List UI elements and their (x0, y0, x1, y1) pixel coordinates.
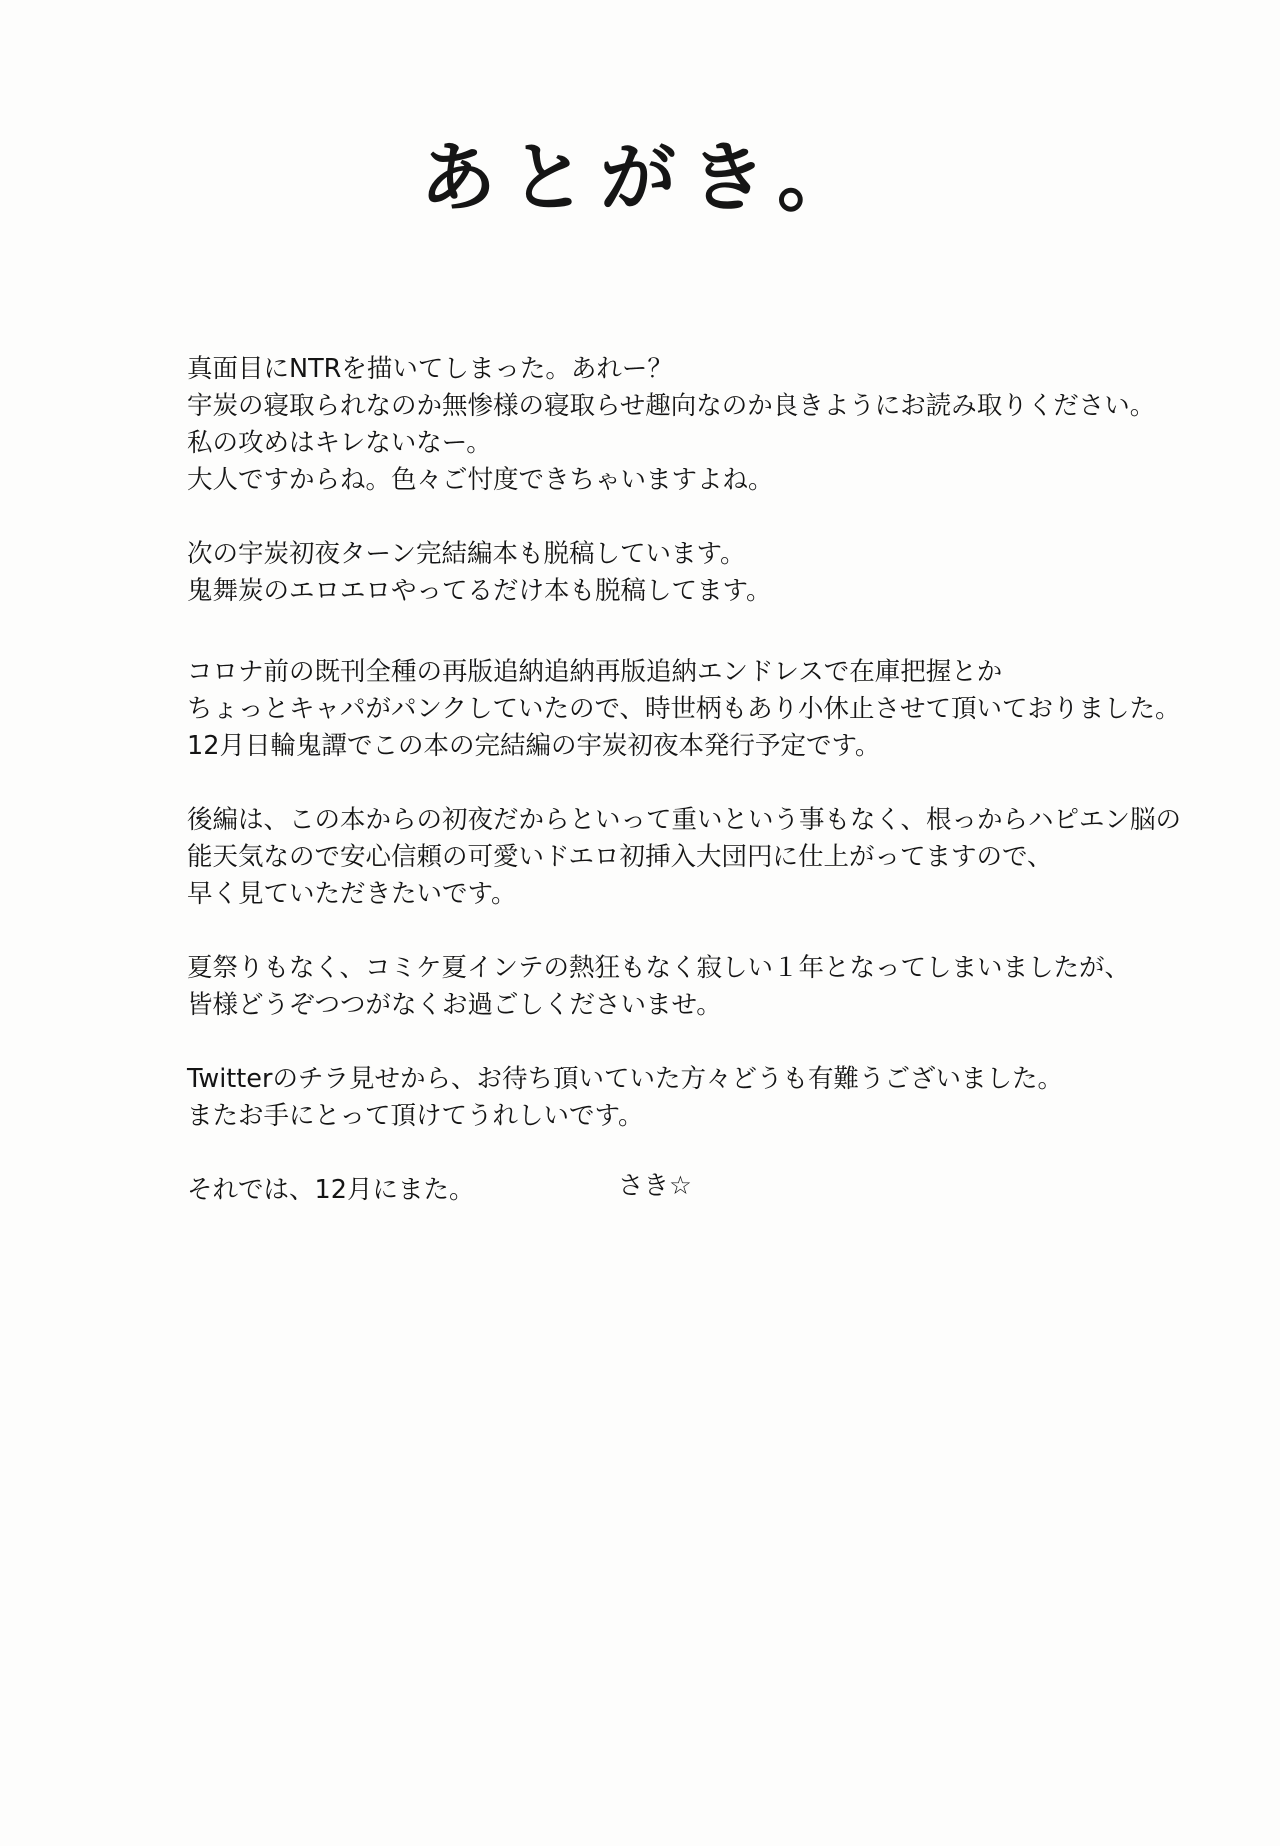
paragraph-gap (187, 913, 1187, 950)
text-line: 12月日輪鬼譚でこの本の完結編の宇炭初夜本発行予定です。 (187, 731, 881, 761)
paragraph (187, 351, 1187, 499)
text-line: それでは、12月にまた。 (187, 1175, 475, 1205)
text-line: 真面目にNTRを描いてしまった。あれー？ (187, 354, 673, 384)
paragraph-gap (187, 765, 1187, 802)
text-line: 私の攻めはキレないなー。 (187, 428, 492, 458)
text-line: 大人ですからね。色々ご忖度できちゃいますよね。 (187, 465, 774, 495)
text-line: 宇炭の寝取られなのか無惨様の寝取らせ趣向なのか良きようにお読み取りください。 (187, 391, 1156, 421)
text-line: 夏祭りもなく、コミケ夏インテの熱狂もなく寂しい１年となってしまいましたが、 (187, 953, 1130, 983)
text-line: またお手にとって頂けてうれしいです。 (187, 1101, 644, 1131)
paragraph-gap (187, 1135, 1187, 1172)
author-signature: さき☆ (618, 1171, 692, 1201)
paragraph (187, 802, 1187, 913)
afterword-body (187, 351, 1187, 1209)
text-line: 後編は、この本からの初夜だからといって重いという事もなく、根っからハピエン脳の (187, 805, 1181, 835)
paragraph-gap (187, 1024, 1187, 1061)
page-title: あとがき。 (420, 133, 867, 222)
paragraph (187, 536, 1187, 610)
paragraph (187, 950, 1187, 1024)
text-line: コロナ前の既刊全種の再版追納追納再版追納エンドレスで在庫把握とか (187, 657, 1003, 687)
paragraph-gap (187, 499, 1187, 536)
text-line: Twitterのチラ見せから、お待ち頂いていた方々どうも有難うございました。 (187, 1064, 1063, 1094)
text-line: 早く見ていただきたいです。 (187, 879, 517, 909)
paragraph (187, 654, 1187, 765)
text-line: 鬼舞炭のエロエロやってるだけ本も脱稿してます。 (187, 576, 772, 606)
text-line: 次の宇炭初夜ターン完結編本も脱稿しています。 (187, 539, 746, 569)
text-line: ちょっとキャパがパンクしていたので、時世柄もあり小休止させて頂いておりました。 (187, 694, 1181, 724)
paragraph (187, 1061, 1187, 1135)
text-line: 皆様どうぞつつがなくお過ごしくださいませ。 (187, 990, 722, 1020)
text-line: 能天気なので安心信頼の可愛いドエロ初挿入大団円に仕上がってますので、 (187, 842, 1053, 872)
paragraph-gap (187, 610, 1187, 654)
